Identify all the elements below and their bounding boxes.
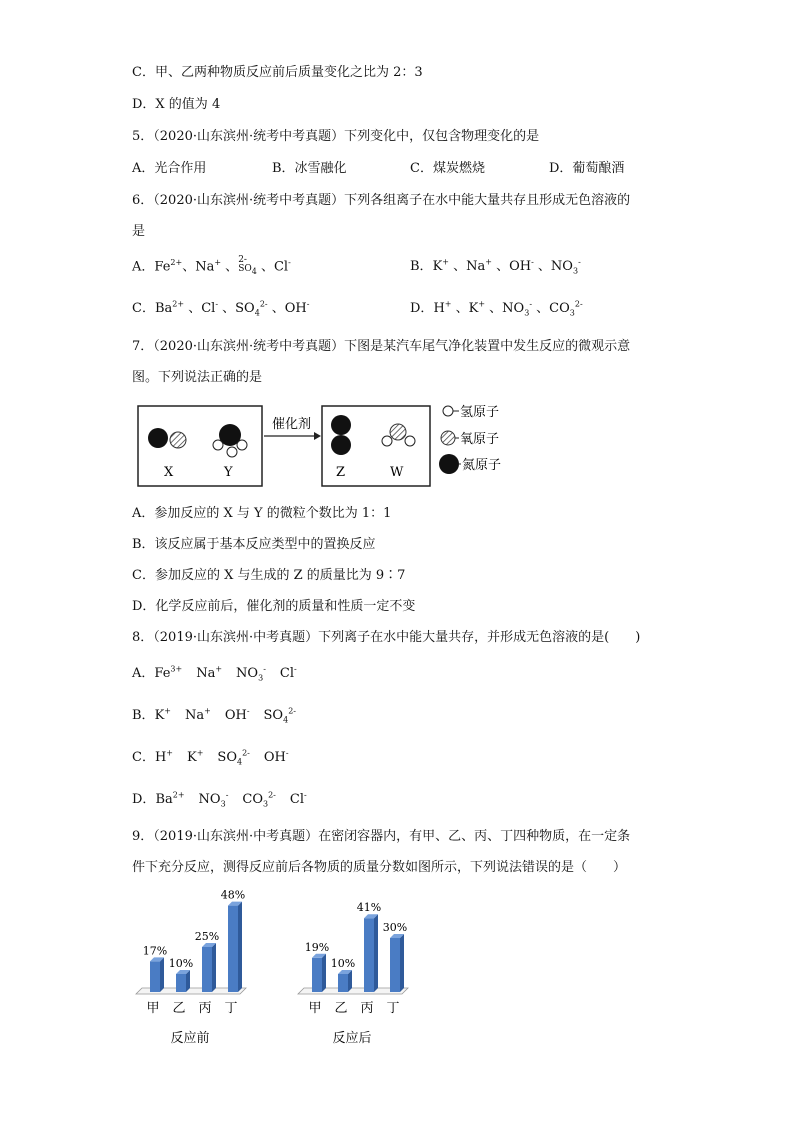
- chart-0-bar-2: [202, 947, 212, 992]
- q7-stem-line1: 7．（2020·山东滨州·统考中考真题）下图是某汽车尾气净化装置中发生反应的微观示意: [132, 339, 631, 354]
- chart-0-category-label-3: 丁: [224, 1001, 238, 1016]
- legend-hydrogen-label: 氢原子: [460, 405, 500, 420]
- chart-0-category-label-2: 丙: [198, 1001, 212, 1016]
- label-x: X: [164, 465, 174, 480]
- q6-stem-line2: 是: [132, 224, 146, 239]
- y-hydrogen-atom-2: [227, 447, 237, 457]
- label-y: Y: [224, 465, 233, 480]
- x-oxygen-atom: [170, 432, 186, 448]
- q9-stem-line1: 9．（2019·山东滨州·中考真题）在密闭容器内，有甲、乙、丙、丁四种物质，在一定条: [132, 829, 631, 844]
- q8-option-b: B．K+ Na+ OH- $SO_4^{2-}$: [132, 706, 296, 725]
- arrow-head: [314, 432, 321, 440]
- chart-1-value-label-3: 30%: [382, 921, 408, 934]
- label-z: Z: [336, 465, 346, 480]
- legend-hydrogen-icon: [443, 406, 453, 416]
- chart-0-bar-3: [228, 906, 238, 992]
- chart-1-bar-0: [312, 958, 322, 992]
- chart-1-value-label-0: 19%: [304, 940, 330, 954]
- q7-option-c: C．参加反应的 X 与生成的 Z 的质量比为 9∶7: [132, 568, 406, 583]
- q4-option-c: C．甲、乙两种物质反应前后质量变化之比为 2：3: [132, 65, 423, 80]
- legend-nitrogen-icon: [439, 454, 459, 474]
- y-hydrogen-atom-3: [237, 440, 247, 450]
- q8-stem: 8．（2019·山东滨州·中考真题）下列离子在水中能大量共存，并形成无色溶液的是( ): [132, 630, 641, 645]
- mass-fraction-charts: [130, 880, 490, 1050]
- z-nitrogen-atom-1: [331, 415, 351, 435]
- reaction-diagram-svg: [132, 402, 552, 492]
- y-hydrogen-atom-1: [213, 440, 223, 450]
- legend-oxygen-icon: [441, 431, 455, 445]
- q7-stem-line2: 图。下列说法正确的是: [132, 370, 263, 385]
- q5-option-b: B．冰雪融化: [272, 161, 347, 176]
- q8-option-c: C．H+ K+ $SO_4^{2-}$ OH-: [132, 748, 289, 767]
- chart-1-bar-side-2: [374, 914, 378, 992]
- q7-option-b: B．该反应属于基本反应类型中的置换反应: [132, 537, 376, 552]
- q4-option-d: D．X 的值为 4: [132, 97, 221, 112]
- catalyst-label: 催化剂: [272, 417, 312, 432]
- chart-1-category-label-1: 乙: [334, 1001, 348, 1016]
- q8-option-a: A．$Fe^{3+}$ Na+ $NO_3^-$ Cl-: [132, 664, 297, 683]
- chart-0-category-label-1: 乙: [172, 1001, 186, 1016]
- q6-option-b: B．K+ 、Na+ 、OH- 、$NO_3^-$: [410, 257, 581, 276]
- q7-option-a: A．参加反应的 X 与 Y 的微粒个数比为 1：1: [132, 506, 392, 521]
- chart-0-value-label-2: 25%: [194, 930, 220, 943]
- q6-option-d: D．H+ 、K+ 、$NO_3^-$ 、$CO_3^{2-}$: [410, 299, 583, 318]
- chart-1-category-label-3: 丁: [386, 1001, 400, 1016]
- chart-0-bar-1: [176, 974, 186, 992]
- chart-0-bar-side-2: [212, 943, 216, 992]
- chart-0-value-label-0: 17%: [142, 944, 168, 958]
- chart-0-bar-0: [150, 961, 160, 992]
- q8-option-d: D．$Ba^{2+}$ $NO_3^-$ $CO_3^{2-}$ Cl-: [132, 790, 307, 809]
- chart-1-bar-2: [364, 918, 374, 992]
- chart-1-value-label-2: 41%: [356, 901, 382, 915]
- chart-1-bar-3: [390, 938, 400, 992]
- w-oxygen-atom: [390, 424, 406, 440]
- label-w: W: [390, 465, 404, 480]
- chart-1-bar-side-0: [322, 954, 326, 992]
- w-hydrogen-atom-2: [405, 436, 415, 446]
- q5-option-d: D．葡萄酿酒: [549, 161, 625, 176]
- z-nitrogen-atom-2: [331, 435, 351, 455]
- q5-option-a: A．光合作用: [132, 161, 207, 176]
- chart-1-category-label-0: 甲: [308, 1001, 322, 1016]
- chart-1-category-label-2: 丙: [360, 1001, 374, 1016]
- q6-option-a: A．$Fe^{2+}$、Na+ 、 2- $SO_4$ 、Cl-: [132, 255, 291, 276]
- q6-option-c: C．$Ba^{2+}$ 、Cl- 、$SO_4^{2-}$ 、OH-: [132, 299, 310, 318]
- legend-oxygen-label: 氧原子: [460, 432, 500, 447]
- chart-0-bar-side-0: [160, 957, 164, 992]
- chart-1-title: 反应后: [332, 1031, 372, 1046]
- chart-1-bar-side-3: [400, 934, 404, 992]
- reaction-diagram: [132, 402, 552, 492]
- q9-stem-line2: 件下充分反应，测得反应前后各物质的质量分数如图所示，下列说法错误的是（ ）: [132, 860, 627, 875]
- q5-option-c: C．煤炭燃烧: [410, 161, 485, 176]
- chart-0-value-label-1: 10%: [168, 957, 194, 970]
- q5-stem: 5．（2020·山东滨州·统考中考真题）下列变化中，仅包含物理变化的是: [132, 129, 540, 144]
- chart-0-title: 反应前: [170, 1031, 210, 1046]
- chart-1-value-label-1: 10%: [330, 957, 356, 970]
- q6-stem-line1: 6．（2020·山东滨州·统考中考真题）下列各组离子在水中能大量共存且形成无色溶液的: [132, 193, 631, 208]
- w-hydrogen-atom-1: [382, 436, 392, 446]
- q7-option-d: D．化学反应前后，催化剂的质量和性质一定不变: [132, 599, 416, 614]
- chart-0-category-label-0: 甲: [146, 1001, 160, 1016]
- chart-0-bar-side-3: [238, 902, 242, 992]
- chart-0-value-label-3: 48%: [220, 888, 246, 902]
- legend-nitrogen-label: 氮原子: [462, 458, 502, 473]
- x-nitrogen-atom: [148, 428, 168, 448]
- chart-1-bar-1: [338, 974, 348, 992]
